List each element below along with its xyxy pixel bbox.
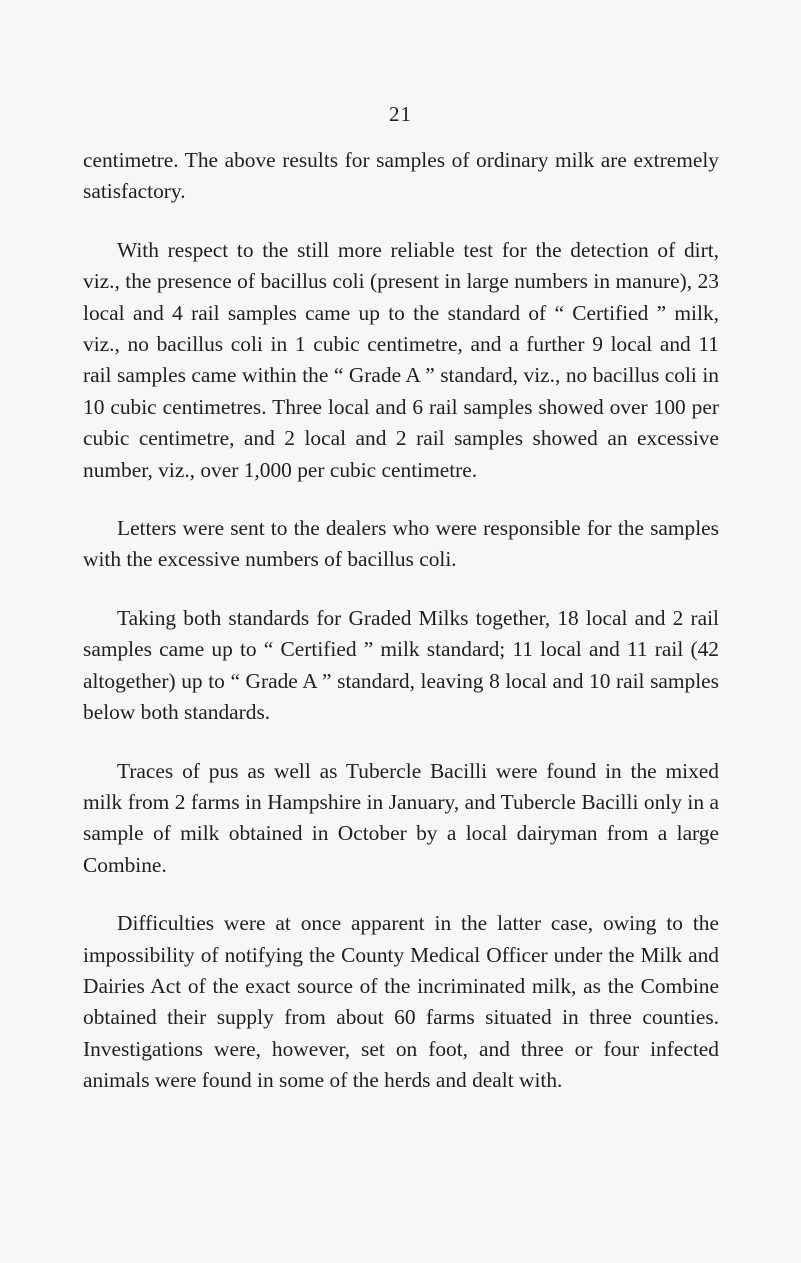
paragraph-gap	[83, 881, 719, 908]
paragraph-tubercle-bacilli: Traces of pus as well as Tubercle Bacilli were found in the mixed milk from 2 farms in Hampshire in January, and Tubercle Bacilli only in a sample of milk obtained in October by a local dairyman from a large Combine.	[83, 758, 719, 877]
paragraph-difficulties: Difficulties were at once apparent in the latter case, owing to the impossibility of notifying the County Medical Officer under the Milk and Dairies Act of the exact source of the incriminated milk, as the Combine obtained their supply from about 60 farms situated in three counties. Investigations were, however, set on foot, and three or four infected animals were found in some of the herds and dealt with.	[83, 911, 719, 1093]
paragraph-bacillus-coli-test: With respect to the still more reliable test for the detection of dirt, viz., the presence of bacillus coli (present in large numbers in manure), 23 local and 4 rail samples came up to the standard of “ Certified ” milk, viz., no bacillus coli in 1 cubic centimetre, and a further 9 local and 11 rail samples came within the “ Grade A ” standard, viz., no bacillus coli in 10 cubic centimetres. Three local and 6 rail samples showed over 100 per cubic centimetre, and 2 local and 2 rail samples showed an excessive number, viz., over 1,000 per cubic centimetre.	[83, 237, 719, 482]
paragraph-gap	[83, 208, 719, 235]
paragraph-graded-milks: Taking both standards for Graded Milks together, 18 local and 2 rail samples came up to “ Certified ” milk standard; 11 local and 11 rail (42 altogether) up to “ Grade A ” standard, leaving 8 local and 10 rail samples below both standards.	[83, 605, 719, 725]
paragraph-continuation: centimetre. The above results for samples of ordinary milk are extremely satisfactory.	[83, 148, 719, 204]
paragraph-letters-to-dealers: Letters were sent to the dealers who were responsible for the samples with the excessive numbers of bacillus coli.	[83, 516, 719, 572]
paragraph-gap	[83, 486, 719, 513]
paragraph-gap	[83, 576, 719, 603]
paragraph-gap	[83, 729, 719, 756]
body-text	[83, 145, 719, 1097]
page-number: 21	[389, 102, 412, 126]
